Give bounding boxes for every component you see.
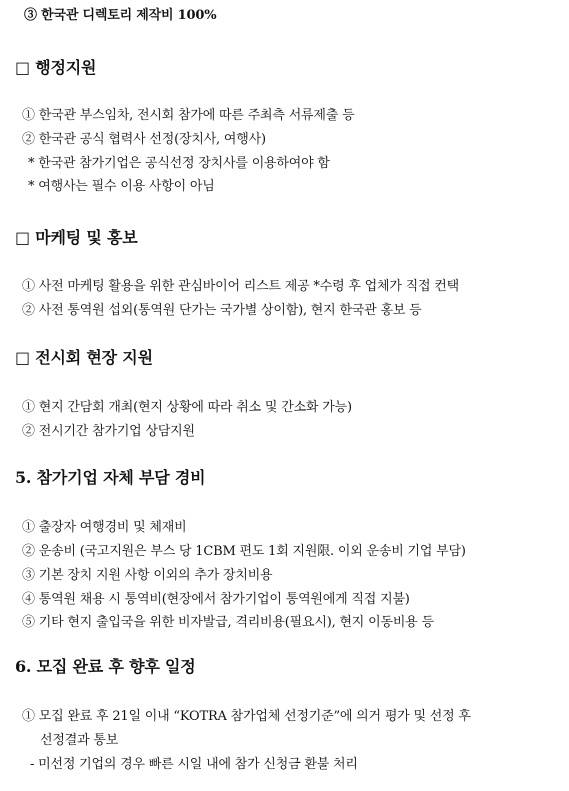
- onsite-item-2: ② 전시기간 참가기업 상담지원: [22, 424, 195, 439]
- admin-item-1: ① 한국관 부스임차, 전시회 참가에 따른 주최측 서류제출 등: [22, 108, 355, 123]
- expense-item-4: ④ 통역원 채용 시 통역비(현장에서 참가기업이 통역원에게 직접 지불): [22, 592, 410, 607]
- admin-note-2: * 여행사는 필수 이용 사항이 아님: [28, 179, 215, 194]
- expense-item-5: ⑤ 기타 현지 출입국을 위한 비자발급, 격리비용(필요시), 현지 이동비용 등: [22, 615, 434, 630]
- onsite-support-heading: □ 전시회 현장 지원: [15, 348, 153, 367]
- onsite-item-1: ① 현지 간담회 개최(현지 상황에 따라 취소 및 간소화 가능): [22, 400, 352, 415]
- directory-cost-item: ③ 한국관 디렉토리 제작비 100%: [24, 8, 217, 23]
- admin-note-1: * 한국관 참가기업은 공식선정 장치사를 이용하여야 함: [28, 156, 330, 171]
- expense-item-2: ② 운송비 (국고지원은 부스 당 1CBM 편도 1회 지원限. 이외 운송비 기업 부담): [22, 544, 466, 559]
- marketing-item-2: ② 사전 통역원 섭외(통역원 단가는 국가별 상이함), 현지 한국관 홍보 등: [22, 303, 422, 318]
- schedule-item-1-cont: 선정결과 통보: [40, 733, 119, 748]
- admin-support-heading: □ 행정지원: [15, 58, 97, 77]
- marketing-heading: □ 마케팅 및 홍보: [15, 228, 138, 247]
- self-expense-heading: 5. 참가기업 자체 부담 경비: [15, 468, 206, 487]
- admin-item-2: ② 한국관 공식 협력사 선정(장치사, 여행사): [22, 132, 266, 147]
- schedule-item-1: ① 모집 완료 후 21일 이내 “KOTRA 참가업체 선정기준”에 의거 평가 및 선정 후: [22, 709, 471, 724]
- schedule-heading: 6. 모집 완료 후 향후 일정: [15, 657, 196, 676]
- schedule-refund-note: - 미선정 기업의 경우 빠른 시일 내에 참가 신청금 환불 처리: [30, 757, 358, 772]
- expense-item-3: ③ 기본 장치 지원 사항 이외의 추가 장치비용: [22, 568, 273, 583]
- expense-item-1: ① 출장자 여행경비 및 체재비: [22, 520, 187, 535]
- marketing-item-1: ① 사전 마케팅 활용을 위한 관심바이어 리스트 제공 *수령 후 업체가 직접 컨택: [22, 279, 460, 294]
